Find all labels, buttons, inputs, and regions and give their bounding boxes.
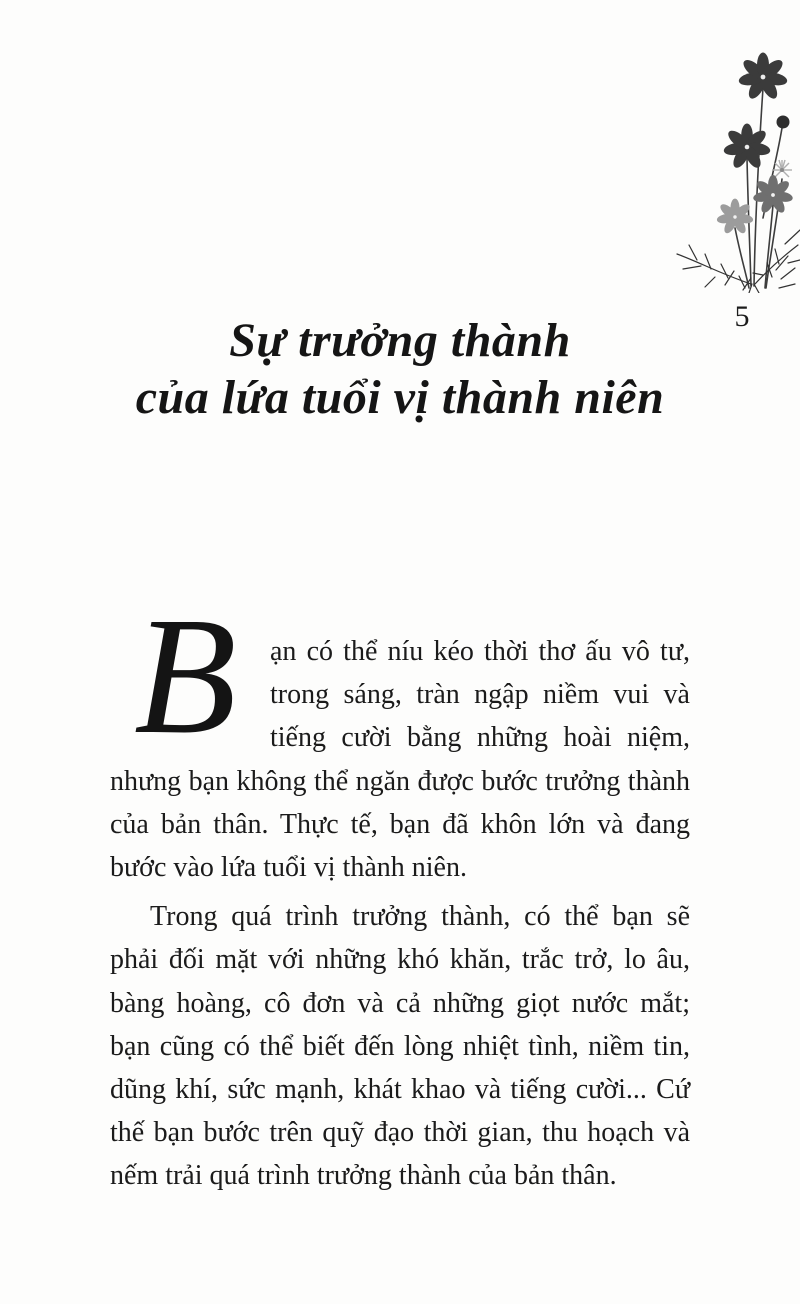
chapter-title — [0, 312, 800, 426]
paragraph-1 — [110, 583, 690, 889]
paragraph-1-text: ạn có thể níu kéo thời thơ ấu vô tư, trong sáng, tràn ngập niềm vui và tiếng cười bằng những hoài niệm, nhưng bạn không thể ngăn được bước trưởng thành của bản thân. Thực tế, bạn đã khôn lớn và đang bước vào lứa tuổi vị thành niên. — [110, 636, 690, 884]
paragraph-2: Trong quá trình trưởng thành, có thể bạn sẽ phải đối mặt với những khó khăn, trắc trở, lo âu, bàng hoàng, cô đơn và cả những giọt nước mắt; bạn cũng có thể biết đến lòng nhiệt tình, niềm tin, dũng khí, sức mạnh, khát khao và tiếng cười... Cứ thế bạn bước trên quỹ đạo thời gian, thu hoạch và nếm trải quá trình trưởng thành của bản thân. — [110, 901, 690, 1192]
cosmos-flowers-icon — [655, 48, 800, 293]
drop-cap-letter: B — [134, 583, 237, 769]
chapter-title-line1: Sự trưởng thành — [229, 314, 571, 367]
dropcap-spacer — [110, 630, 270, 717]
page-number: 5 — [734, 300, 750, 333]
chapter-title-line2: của lứa tuổi vị thành niên — [135, 371, 665, 424]
body-text — [110, 583, 690, 1198]
